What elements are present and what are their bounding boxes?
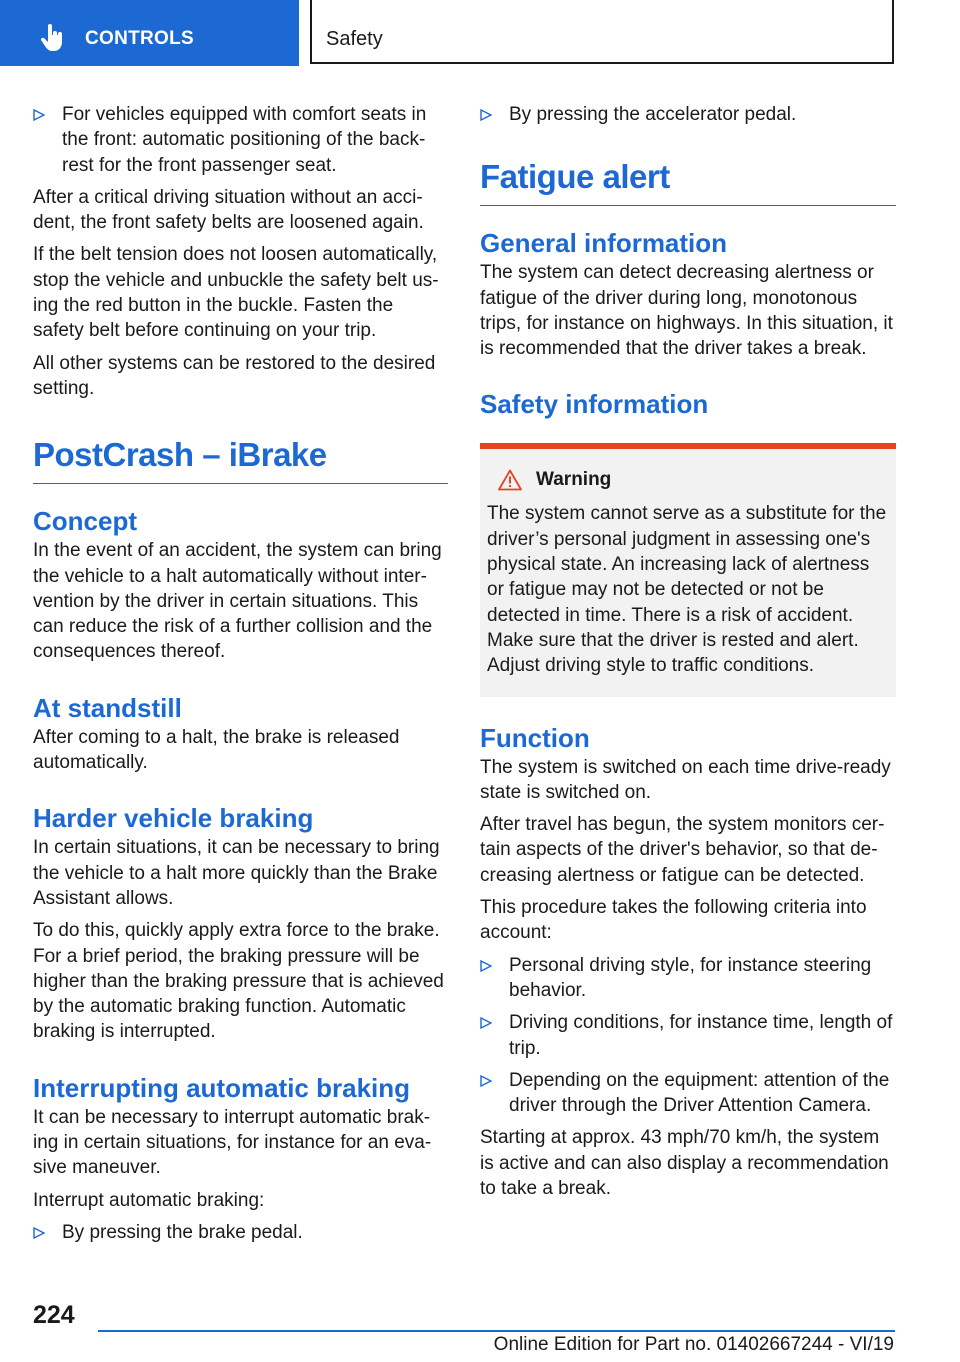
heading-general-information: General information — [480, 228, 728, 259]
hand-pointer-icon — [40, 24, 64, 52]
heading-safety-information: Safety information — [480, 389, 709, 420]
body-paragraph: It can be necessary to interrupt automatic braking in certain situations, for instance for an evasive maneuver. — [33, 1106, 432, 1179]
heading-at-standstill: At standstill — [33, 692, 182, 723]
triangle-bullet-icon — [480, 960, 492, 972]
chapter-tab-label: Safety — [326, 28, 383, 50]
list-item: By pressing the brake pedal. — [33, 1220, 448, 1245]
body-paragraph: The system can detect decreasing alertness or fatigue of the driver during long, monotonous trips, for instance on highways. In this situation, it is recommended that the driver takes a break. — [480, 262, 893, 360]
list-item: Depending on the equipment: attention of the driver through the Driver Attention Camera. — [480, 1068, 896, 1119]
body-paragraph: To do this, quickly apply extra force to the brake. For a brief period, the braking pressure will be higher than the braking pressure that is achieved by the automatic braking function. Automatic braking is interrupted. — [33, 920, 444, 1043]
heading-postcrash-ibrake: PostCrash – iBrake — [33, 435, 448, 484]
body-paragraph: After coming to a halt, the brake is released automatically. — [33, 726, 400, 774]
section-tab-controls — [0, 0, 299, 66]
triangle-bullet-icon — [33, 1227, 45, 1239]
warning-text: The system cannot serve as a substitute for the driver’s personal judgment in assessing one's physical state. An increasing lack of alertness or fatigue may not be detected or not be detected in time. There is a risk of accident. Make sure that the driver is rested and alert. Adjust driving style to traffic conditions. — [487, 503, 887, 677]
heading-function: Function — [480, 722, 590, 753]
footer-divider — [98, 1330, 895, 1332]
body-paragraph: In the event of an accident, the system can bring the vehicle to a halt automatically without intervention by the driver in certain situations. This can reduce the risk of a further collision and the consequences thereof. — [33, 540, 442, 663]
list-item: By pressing the accelerator pedal. — [480, 102, 896, 127]
heading-fatigue-alert: Fatigue alert — [480, 157, 896, 206]
body-paragraph: In certain situations, it can be necessary to bring the vehicle to a halt more quickly than the Brake Assistant allows. — [33, 837, 440, 909]
page-header — [0, 0, 960, 66]
triangle-bullet-icon — [33, 109, 45, 121]
heading-concept: Concept — [33, 506, 137, 537]
body-paragraph: After travel has begun, the system monitors certain aspects of the driver's behavior, so that decreasing alertness or fatigue can be detected. — [480, 814, 885, 886]
list-item: Driving conditions, for instance time, length of trip. — [480, 1010, 896, 1061]
heading-harder-vehicle-braking: Harder vehicle braking — [33, 803, 314, 834]
warning-triangle-icon — [498, 469, 522, 491]
chapter-tab-safety — [310, 0, 894, 64]
list-item: Personal driving style, for instance steering behavior. — [480, 953, 896, 1004]
page-number: 224 — [33, 1301, 75, 1329]
warning-box — [480, 443, 896, 696]
warning-title: Warning — [536, 469, 612, 491]
right-column — [480, 102, 896, 1208]
list-item: For vehicles equipped with comfort seats in the front: automatic positioning of the backrest for the front passenger seat. — [33, 102, 448, 178]
body-paragraph: Starting at approx. 43 mph/70 km/h, the system is active and can also display a recommendation to take a break. — [480, 1127, 889, 1200]
footer-edition: Online Edition for Part no. 01402667244 - VI/19 — [493, 1334, 894, 1355]
body-paragraph: If the belt tension does not loosen automatically, stop the vehicle and unbuckle the safety belt using the red button in the buckle. Fasten the safety belt before continuing on your trip. — [33, 244, 439, 342]
body-paragraph: Interrupt automatic braking: — [33, 1189, 265, 1211]
body-paragraph: The system is switched on each time drive-ready state is switched on. — [480, 756, 891, 803]
body-paragraph: After a critical driving situation without an accident, the front safety belts are loosened again. — [33, 186, 424, 234]
triangle-bullet-icon — [480, 1075, 492, 1087]
section-tab-label: CONTROLS — [85, 28, 195, 49]
body-paragraph: This procedure takes the following criteria into account: — [480, 897, 867, 944]
triangle-bullet-icon — [480, 1017, 492, 1029]
body-paragraph: All other systems can be restored to the desired setting. — [33, 352, 436, 399]
heading-interrupting-automatic-braking: Interrupting automatic braking — [33, 1072, 411, 1103]
left-column — [33, 102, 448, 1252]
warning-header — [498, 469, 889, 491]
triangle-bullet-icon — [480, 109, 492, 121]
